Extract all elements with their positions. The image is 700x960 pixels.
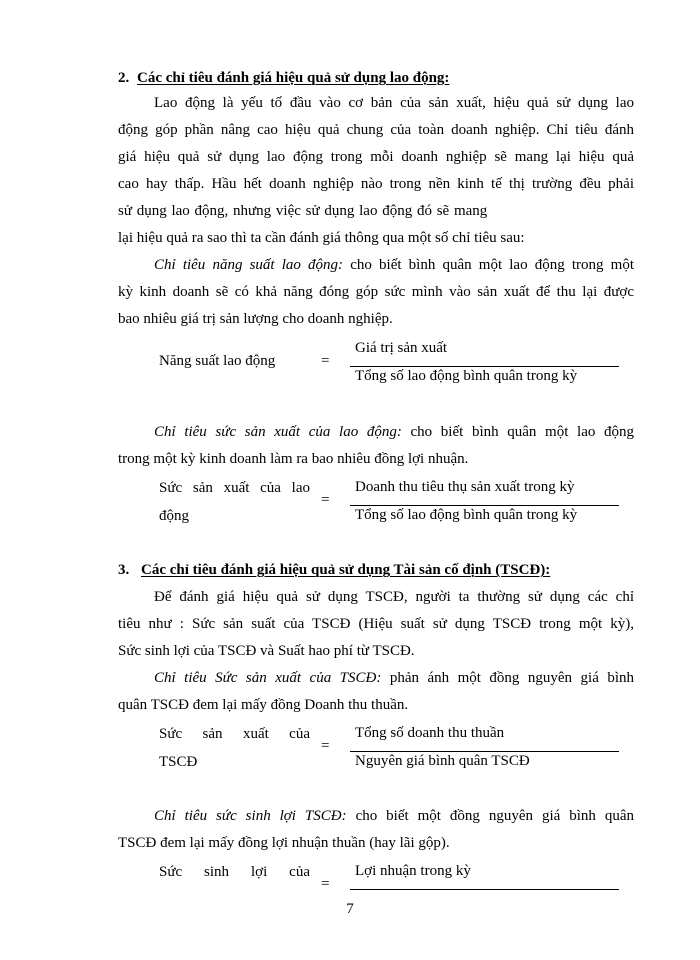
formula-1-equals: =: [321, 353, 330, 369]
section-2-title: Các chỉ tiêu đánh giá hiệu quả sử dụng lao động:: [137, 70, 450, 86]
fa-profit-label: Chỉ tiêu sức sinh lợi TSCĐ:: [154, 808, 347, 824]
formula-2-lhs-line-2: động: [159, 508, 189, 524]
formula-2-denominator: Tổng số lao động bình quân trong kỳ: [355, 507, 578, 523]
paragraph-line: Lao động là yếu tố đầu vào cơ bản của sản xuất, hiệu quả sử dụng lao: [154, 95, 634, 111]
section-3-title: Các chỉ tiêu đánh giá hiệu quả sử dụng Tài sản cố định (TSCĐ):: [141, 562, 551, 578]
productivity-text: cho biết bình quân một lao động trong một: [350, 257, 634, 273]
paragraph-line: tiêu như : Sức sản suất của TSCĐ (Hiệu suất sử dụng TSCĐ trong một kỳ),: [118, 616, 634, 632]
paragraph-line: sử dụng lao động, nhưng việc sử dụng lao động đó sẽ mang: [118, 203, 488, 219]
paragraph-line: giá hiệu quả sử dụng lao động trong mỗi doanh nghiệp sẽ mang lại hiệu quả: [118, 149, 634, 165]
paragraph-line: động góp phần nâng cao hiệu quả chung của toàn doanh nghiệp. Chỉ tiêu đánh: [118, 122, 634, 138]
paragraph-line: cao hay thấp. Hầu hết doanh nghiệp nào trong nền kinh tế thị trường đều phải: [118, 176, 634, 192]
paragraph-line: lại hiệu quả ra sao thì ta cần đánh giá thông qua một số chỉ tiêu sau:: [118, 230, 525, 246]
page-number: 7: [346, 901, 354, 917]
capacity-line-1: [154, 424, 634, 441]
formula-4-lhs-line-1: Sức sinh lợi của: [159, 864, 310, 880]
formula-1-denominator: Tổng số lao động bình quân trong kỳ: [355, 368, 578, 384]
formula-1-fraction-bar: [350, 366, 619, 367]
paragraph-line: bao nhiêu giá trị sản lượng cho doanh nghiệp.: [118, 311, 393, 327]
paragraph-line: quân TSCĐ đem lại mấy đồng Doanh thu thuần.: [118, 697, 409, 713]
paragraph-line: kỳ kinh doanh sẽ có khả năng đóng góp sức mình vào sản xuất để thu lại được: [118, 284, 634, 300]
fa-capacity-text: phản ánh một đồng nguyên giá bình: [389, 670, 634, 686]
formula-3-fraction-bar: [350, 751, 619, 752]
formula-1-lhs: Năng suất lao động: [159, 353, 276, 369]
formula-3-denominator: Nguyên giá bình quân TSCĐ: [355, 753, 530, 769]
section-2-number: 2.: [118, 70, 130, 86]
formula-3-numerator: Tổng số doanh thu thuần: [355, 725, 505, 741]
paragraph-line: Để đánh giá hiệu quả sử dụng TSCĐ, người ta thường sử dụng các chỉ: [154, 589, 634, 605]
formula-4-equals: =: [321, 876, 330, 892]
formula-3-lhs-line-1: Sức sản xuất của: [159, 726, 310, 742]
productivity-label: Chỉ tiêu năng suất lao động:: [154, 257, 344, 273]
formula-2-equals: =: [321, 492, 330, 508]
fa-profit-text: cho biết một đồng nguyên giá bình quân: [355, 808, 634, 824]
paragraph-line: Sức sinh lợi của TSCĐ và Suất hao phí từ TSCĐ.: [118, 643, 415, 659]
formula-3-equals: =: [321, 738, 330, 754]
capacity-text: cho biết bình quân một lao động: [410, 424, 634, 440]
fa-profit-line-1: [154, 808, 634, 825]
paragraph-line: trong một kỳ kinh doanh làm ra bao nhiêu đồng lợi nhuận.: [118, 451, 469, 467]
formula-4-fraction-bar: [350, 889, 619, 890]
paragraph-line: TSCĐ đem lại mấy đồng lợi nhuận thuần (hay lãi gộp).: [118, 835, 450, 851]
formula-2-fraction-bar: [350, 505, 619, 506]
section-3-number: 3.: [118, 562, 130, 578]
formula-1-numerator: Giá trị sản xuất: [355, 340, 448, 356]
capacity-label: Chỉ tiêu sức sản xuất của lao động:: [154, 424, 402, 440]
formula-2-numerator: Doanh thu tiêu thụ sản xuất trong kỳ: [355, 479, 575, 495]
section-2-heading: [118, 70, 449, 87]
formula-2-lhs-line-1: Sức sản xuất của lao: [159, 480, 310, 496]
productivity-line-1: [154, 257, 634, 274]
formula-4-numerator: Lợi nhuận trong kỳ: [355, 863, 471, 879]
fa-capacity-label: Chỉ tiêu Sức sản xuất của TSCĐ:: [154, 670, 382, 686]
section-3-heading: [118, 562, 550, 579]
fa-capacity-line-1: [154, 670, 634, 687]
formula-3-lhs-line-2: TSCĐ: [159, 754, 198, 770]
